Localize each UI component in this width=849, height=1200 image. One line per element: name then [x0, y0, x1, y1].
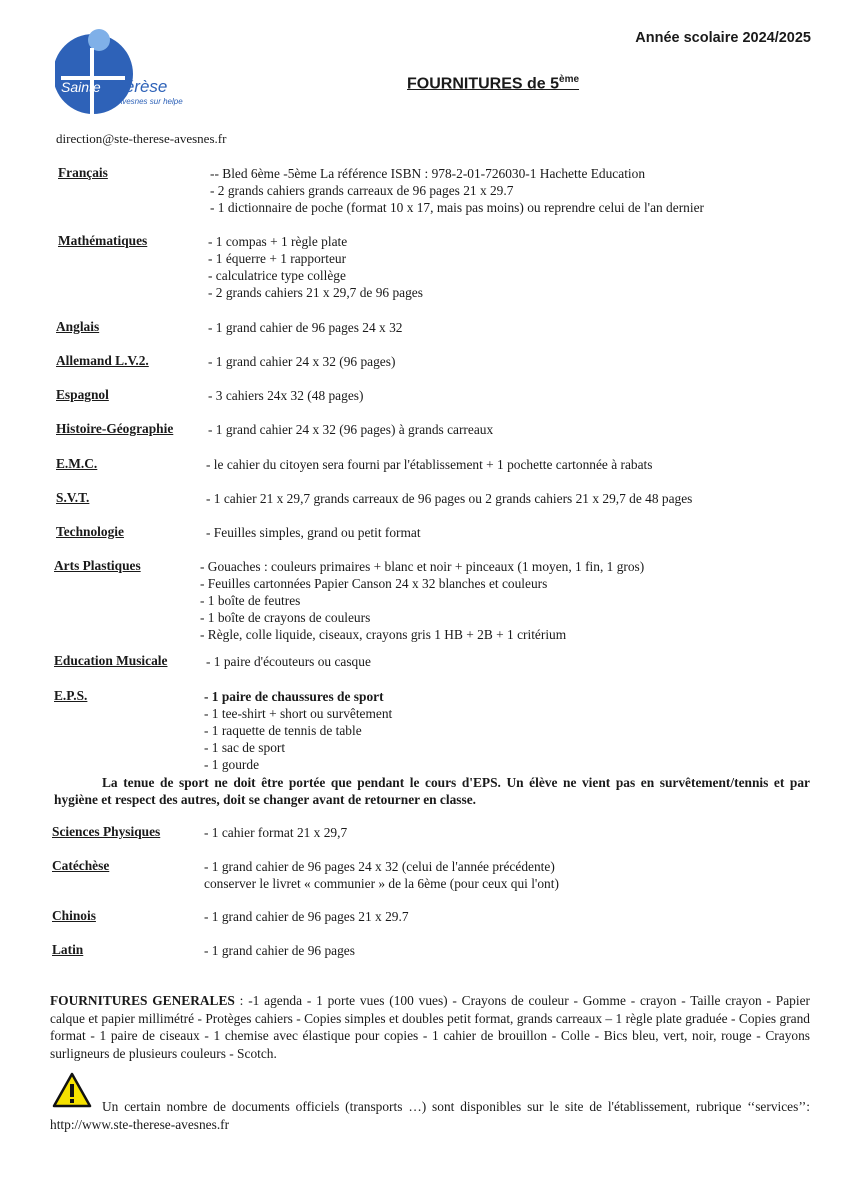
supply-item: - Règle, colle liquide, ciseaux, crayons gris 1 HB + 2B + 1 critérium	[200, 627, 567, 642]
supply-item: - calculatrice type collège	[208, 268, 346, 283]
supply-item: - Feuilles cartonnées Papier Canson 24 x 32 blanches et couleurs	[200, 576, 548, 591]
supply-item: - 1 équerre + 1 rapporteur	[208, 251, 347, 266]
supply-item: - 1 cahier 21 x 29,7 grands carreaux de 96 pages ou 2 grands cahiers 21 x 29,7 de 48 pages	[206, 491, 693, 506]
subject-name: Catéchèse	[52, 858, 110, 873]
supply-item: -- Bled 6ème -5ème La référence ISBN : 978-2-01-726030-1 Hachette Education	[210, 166, 646, 181]
supply-item: - 1 grand cahier de 96 pages 24 x 32 (celui de l'année précédente)	[204, 859, 555, 874]
subject-name: Latin	[52, 942, 84, 957]
supply-item: - 1 tee-shirt + short ou survêtement	[204, 706, 393, 721]
subject-name: Technologie	[56, 524, 124, 539]
logo-text-part1: Sainte	[61, 79, 101, 95]
subject-name: Mathématiques	[58, 233, 148, 248]
subject-items	[200, 558, 644, 643]
subject-items	[210, 165, 704, 216]
supply-item: - 1 paire d'écouteurs ou casque	[206, 654, 371, 669]
subject-name: Allemand L.V.2.	[56, 353, 149, 368]
subject-items	[208, 353, 395, 370]
supply-item: - Feuilles simples, grand ou petit format	[206, 525, 421, 540]
subject-items	[208, 233, 423, 301]
supply-item: - 3 cahiers 24x 32 (48 pages)	[208, 388, 364, 403]
subject-name: Français	[58, 165, 108, 180]
subject-name: Education Musicale	[54, 653, 168, 668]
subject-name: E.P.S.	[54, 688, 88, 703]
subject-name: Espagnol	[56, 387, 109, 402]
supply-item: - 2 grands cahiers grands carreaux de 96 pages 21 x 29.7	[210, 183, 514, 198]
page-title: FOURNITURES de 5ème	[407, 74, 580, 93]
subject-items	[206, 653, 371, 670]
subject-items	[204, 908, 409, 925]
subject-items	[206, 524, 421, 541]
subject-name: Anglais	[56, 319, 100, 334]
contact-email[interactable]: direction@ste-therese-avesnes.fr	[56, 131, 227, 146]
supply-item: - 1 grand cahier 24 x 32 (96 pages) à grands carreaux	[208, 422, 494, 437]
supply-item: - 1 boîte de feutres	[200, 593, 301, 608]
supply-item: - 1 grand cahier de 96 pages	[204, 943, 355, 958]
subject-name: Histoire-Géographie	[56, 421, 174, 436]
subject-items	[206, 456, 652, 473]
supply-item: - 1 grand cahier de 96 pages 21 x 29.7	[204, 909, 409, 924]
supply-item: - 1 grand cahier 24 x 32 (96 pages)	[208, 354, 396, 369]
subject-name: Chinois	[52, 908, 96, 923]
general-supplies	[50, 992, 810, 1062]
supply-item: - 1 paire de chaussures de sport	[204, 689, 384, 704]
general-supplies-heading: FOURNITURES GENERALES	[50, 993, 235, 1008]
school-year: Année scolaire 2024/2025	[635, 30, 811, 46]
subject-name: Arts Plastiques	[54, 558, 141, 573]
supply-item: conserver le livret « communier » de la 6ème (pour ceux qui l'ont)	[204, 876, 559, 891]
eps-notice: La tenue de sport ne doit être portée que pendant le cours d'EPS. Un élève ne vient pas en survêtement/tennis et par hygiène et respect des autres, doit se changer avant de retourner en classe.	[54, 775, 810, 807]
supply-item: - 1 boîte de crayons de couleurs	[200, 610, 371, 625]
supply-item: - 1 raquette de tennis de table	[204, 723, 362, 738]
subject-items	[204, 688, 392, 773]
documents-notice: Un certain nombre de documents officiels (transports …) sont disponibles sur le site de l'établissement, rubrique ‘‘services’’: http://www.ste-therese-avesnes.fr	[50, 1099, 810, 1132]
subject-items	[204, 858, 559, 892]
school-logo	[55, 28, 215, 118]
subject-items	[208, 319, 402, 336]
supply-item: - 1 cahier format 21 x 29,7	[204, 825, 348, 840]
supply-item: - 1 dictionnaire de poche (format 10 x 17, mais pas moins) ou reprendre celui de l'an dernier	[210, 200, 704, 215]
subject-name: E.M.C.	[56, 456, 98, 471]
subject-items	[204, 824, 347, 841]
supply-item: - 1 sac de sport	[204, 740, 286, 755]
subject-name: Sciences Physiques	[52, 824, 161, 839]
subject-items	[204, 942, 355, 959]
supply-item: - 1 compas + 1 règle plate	[208, 234, 348, 249]
supply-item: - 1 gourde	[204, 757, 260, 772]
subject-name: S.V.T.	[56, 490, 90, 505]
supply-item: - 1 grand cahier de 96 pages 24 x 32	[208, 320, 403, 335]
logo-subtext: Avesnes sur helpe	[117, 97, 183, 106]
logo-text-part2: Thérèse	[105, 77, 168, 96]
supply-item: - 2 grands cahiers 21 x 29,7 de 96 pages	[208, 285, 423, 300]
subject-items	[208, 421, 493, 438]
subject-items	[206, 490, 692, 507]
supply-item: - le cahier du citoyen sera fourni par l'établissement + 1 pochette cartonnée à rabats	[206, 457, 653, 472]
supply-item: - Gouaches : couleurs primaires + blanc et noir + pinceaux (1 moyen, 1 fin, 1 gros)	[200, 559, 645, 574]
general-supplies-text: : -1 agenda - 1 porte vues (100 vues) - Crayons de couleur - Gomme - crayon - Taille crayon - Papier calque et papier millimétré - Protèges cahiers - Copies simples et doubles petit format, grands carreaux – 1 règle plate graduée - Copies grand format - 1 paire de ciseaux - 1 chemise avec élastique pour copies - 1 cahier de brouillon - Colle - Bics bleu, vert, noir, rouge - Crayons surligneurs de plusieurs couleurs - Scotch.	[50, 993, 810, 1061]
subject-items	[208, 387, 363, 404]
